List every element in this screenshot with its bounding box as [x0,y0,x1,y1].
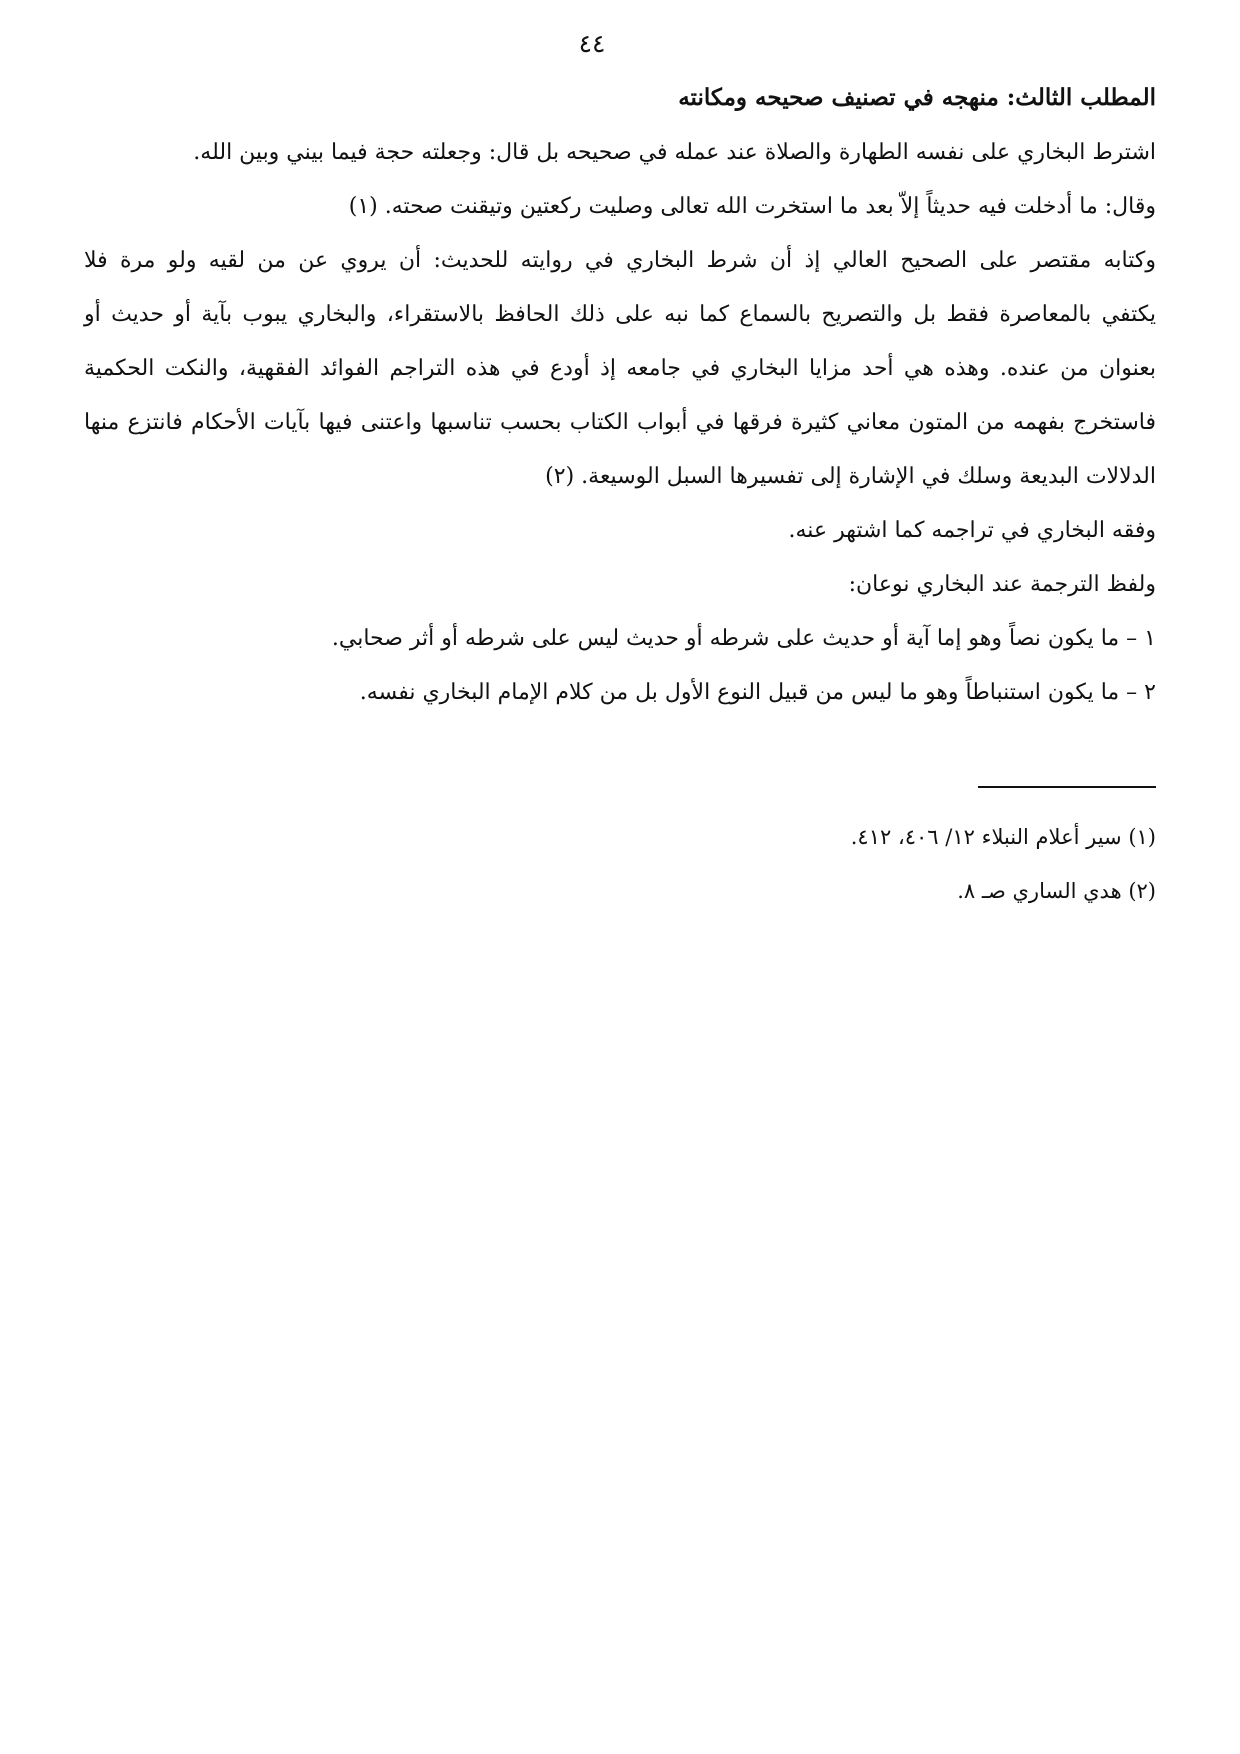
paragraph-line-6: فاستخرج بفهمه من المتون معاني كثيرة فرقها في أبواب الكتاب بحسب تناسبها واعتنى فيها بآيات الأحكام فانتزع منها [84,410,1156,435]
list-item-2: ٢ – ما يكون استنباطاً وهو ما ليس من قبيل النوع الأول بل من كلام الإمام البخاري نفسه. [359,680,1156,705]
footnotes [84,810,1156,918]
paragraph-line-5: بعنوان من عنده. وهذه هي أحد مزايا البخاري في جامعه إذ أودع في هذه التراجم الفوائد الفقهية، والنكت الحكمية [84,356,1156,381]
main-text [84,78,1156,720]
paragraph-line-9: ولفظ الترجمة عند البخاري نوعان: [848,572,1156,597]
list-item-1: ١ – ما يكون نصاً وهو إما آية أو حديث على شرطه أو حديث ليس على شرطه أو أثر صحابي. [331,626,1156,651]
page-number: ٤٤ [578,29,606,58]
paragraph-line-1: اشترط البخاري على نفسه الطهارة والصلاة عند عمله في صحيحه بل قال: وجعلته حجة فيما بيني وبين الله. [193,140,1156,165]
paragraph-line-7: الدلالات البديعة وسلك في الإشارة إلى تفسيرها السبل الوسيعة. (٢) [545,464,1156,489]
footnote-2: (٢) هدي الساري صـ ٨. [957,879,1156,903]
footnote-separator [978,786,1156,788]
paragraph-line-2: وقال: ما أدخلت فيه حديثاً إلاّ بعد ما استخرت الله تعالى وصليت ركعتين وتيقنت صحته. (١) [348,194,1156,219]
paragraph-line-8: وفقه البخاري في تراجمه كما اشتهر عنه. [788,518,1156,543]
paragraph-line-3: وكتابه مقتصر على الصحيح العالي إذ أن شرط البخاري في روايته للحديث: أن يروي عن من لقيه ولو مرة فلا [84,248,1156,273]
paragraph-line-4: يكتفي بالمعاصرة فقط بل والتصريح بالسماع كما نبه على ذلك الحافظ بالاستقراء، والبخاري يبوب بآية أو حديث أو [84,302,1156,327]
section-heading: المطلب الثالث: منهجه في تصنيف صحيحه ومكانته [678,84,1156,111]
footnote-1: (١) سير أعلام النبلاء ١٢/ ٤٠٦، ٤١٢. [850,825,1156,849]
